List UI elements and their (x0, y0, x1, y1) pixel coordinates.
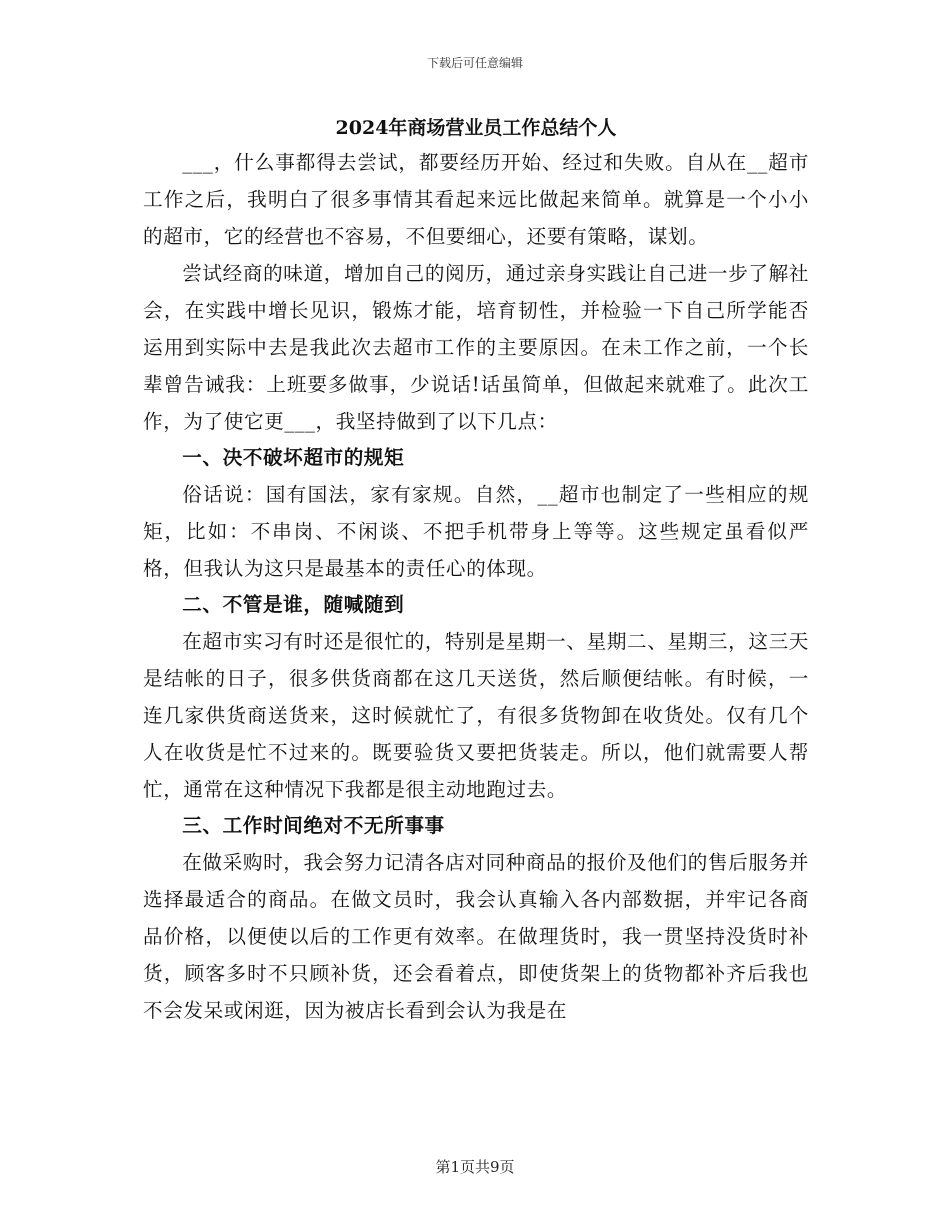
section-body-1: 俗话说：国有国法，家有家规。自然，__超市也制定了一些相应的规矩，比如：不串岗、不闲谈、不把手机带身上等等。这些规定虽看似严格，但我认为这只是最基本的责任心的体现。 (143, 483, 809, 580)
intro-paragraph-1: ___，什么事都得去尝试，都要经历开始、经过和失败。自从在__超市工作之后，我明白了很多事情其看起来远比做起来简单。就算是一个小小的超市，它的经营也不容易，不但要细心，还要有策略，谋划。 (143, 151, 809, 248)
section-heading-1: 一、决不破坏超市的规矩 (182, 446, 405, 469)
section-body-2: 在超市实习有时还是很忙的，特别是星期一、星期二、星期三，这三天是结帐的日子，很多供货商都在这几天送货，然后顺便结帐。有时候，一连几家供货商送货来，这时候就忙了，有很多货物卸在收货处。仅有几个人在收货是忙不过来的。既要验货又要把货装走。所以，他们就需要人帮忙，通常在这种情况下我都是很主动地跑过去。 (143, 630, 809, 801)
document-title: 2024年商场营业员工作总结个人 (335, 117, 617, 139)
page-header-note: 下载后可任意编辑 (426, 56, 523, 70)
section-heading-3: 三、工作时间绝对不无所事事 (182, 814, 445, 837)
section-body-3: 在做采购时，我会努力记清各店对同种商品的报价及他们的售后服务并选择最适合的商品。在做文员时，我会认真输入各内部数据，并牢记各商品价格，以便使以后的工作更有效率。在做理货时，我一贯坚持没货时补货，顾客多时不只顾补货，还会看着点，即使货架上的货物都补齐后我也不会发呆或闲逛，因为被店长看到会认为我是在 (143, 851, 809, 1022)
document-body (143, 114, 809, 1029)
intro-paragraph-2: 尝试经商的味道，增加自己的阅历，通过亲身实践让自己进一步了解社会，在实践中增长见识，锻炼才能，培育韧性，并检验一下自己所学能否运用到实际中去是我此次去超市工作的主要原因。在未工作之前，一个长辈曾告诫我：上班要多做事，少说话!话虽简单，但做起来就难了。此次工作，为了使它更___，我坚持做到了以下几点： (143, 262, 809, 433)
section-heading-2: 二、不管是谁，随喊随到 (182, 593, 405, 616)
page-number: 第1页共9页 (435, 1158, 515, 1176)
